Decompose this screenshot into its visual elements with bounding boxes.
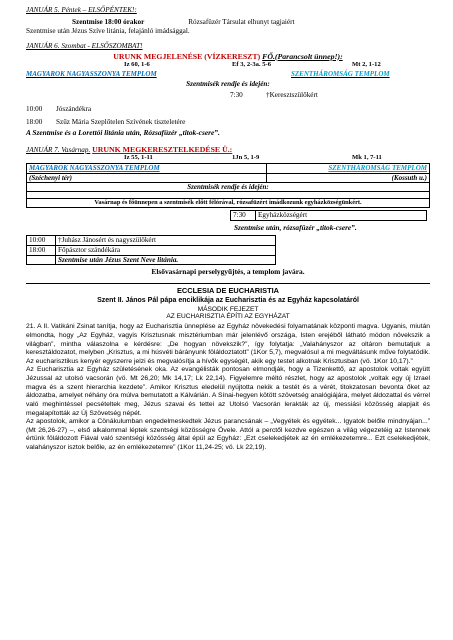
jan7-order-title: Szentmisék rendje és idején:: [27, 182, 430, 191]
jan7-right-time: 7:30: [230, 210, 256, 221]
jan5-mass-row: [26, 18, 430, 27]
jan6-feast-note: FŐ.(Parancsolt ünnep!):: [262, 51, 343, 61]
article-title: ECCLESIA DE EUCHARISTIA: [177, 286, 279, 296]
jan7-header: JANUÁR 7. Vasárnap.: [26, 145, 91, 154]
jan7-address-left: (Széchenyi tér): [27, 173, 267, 182]
jan5-mass: Szentmise 18:00 órakor: [72, 17, 145, 26]
jan7-left-text-2: Főpásztor szándékára: [56, 246, 276, 256]
jan6-left-text-2: Szűz Mária Szeplőtelen Szívének tiszteletére: [56, 118, 186, 127]
jan7-left-time-1: 10:00: [27, 236, 56, 246]
jan7-church-left: MAGYAROK NAGYASSZONYA TEMPLOM: [27, 164, 267, 173]
jan7-address-right: (Kossuth u.): [267, 173, 430, 182]
jan7-readings: [26, 154, 430, 162]
jan7-feast: URUNK MEGKERESZTELKEDÉSE Ü.:: [92, 144, 233, 154]
jan6-left-time-1: 10:00: [26, 105, 43, 114]
jan6-reading-2: Ef 3, 2-3a. 5-6: [232, 60, 272, 68]
jan6-feast: URUNK MEGJELENÉSE (VÍZKERESZT): [113, 51, 261, 61]
jan7-collection: Elsővasárnapi perselygyűjtés, a templom javára.: [151, 267, 305, 277]
jan5-header: JANUÁR 5. Péntek – ELSŐPÉNTEK!:: [26, 6, 137, 14]
jan6-left-time-2: 18:00: [26, 118, 43, 127]
article-paragraph-1: 21. A II. Vatikáni Zsinat tanítja, hogy az Eucharisztia ünneplése az Egyház növekedési folyamatának központi magva. Ugyanis, miután elmondta, hogy „Az Egyház, vagyis Krisztusnak misztériumban már jelenlévő országa, Isten erejéből látható módon növekszik a világban”, mintha válaszolna e kérdésre: „De hogyan növekszik?”, így folytatja: „Valahányszor az oltáron bemutatjuk a keresztáldozatot, melyben „Krisztus, a mi húsvéti bárányunk föláldoztatott” (1Kor 5,7), megvalósul a mi megváltásunk műve folytatódik. Az eucharisztikus kenyér egyszerre jelzi és megvalósítja a hívők egységét, akik egy testet alkotnak Krisztusban (vö. 1Kor 10,17).”: [26, 323, 430, 365]
jan6-readings: [26, 61, 430, 69]
jan6-churches: [26, 70, 430, 78]
article-paragraph-2: Az Eucharisztia az Egyház születésének oka. Az evangélisták pontosan elmondják, hogy a Tizenkettő, az apostolok voltak együtt Jézussal az utolsó vacsorán (vö. Mt 26,20; Mk 14,17; Lk 22,14). Figyelemre méltó részlet, hogy az apostolok „voltak egy új Izrael magva és a szent hierarchia kezdete”. Amikor Krisztus eledelül nyújtotta nekik a testét és a vérét, titokzatosan bevonta őket az áldozatba, amelyet néhány óra múlva bemutatott a Kálvárián. A Sínai-hegyen kötött szövetség analógiájára, melyet áldozattal és vérrel való meghintéssel pecsételtek meg, Jézus szavai és tettei az Utolsó Vacsorán lerakták az új, messiási közösség alapjait és megalapították az Új Szövetség népét.: [26, 366, 430, 417]
jan6-reading-1: Iz 60, 1-6: [124, 60, 150, 68]
jan6-right-mass: [26, 91, 430, 100]
jan6-left-mass-2: [26, 118, 430, 127]
jan7-church-right: SZENTHÁROMSÁG TEMPLOM: [267, 164, 430, 173]
article-paragraph-3: Az apostolok, amikor a Cönákulumban engedelmeskedtek Jézus parancsának – „Vegyétek és egyétek... Igyatok belőle mindnyájan...” (Mt 26,26-27) –, első alkalommal léptek szentségi közösségre Övele. Attól a perctől kezdve egészen a világ végezetéig az Istennek értünk föláldozott Fiával való szentségi közösség által épül az Egyház: „Ezt cselekedjétek az én emlékezetemre... Ezt cselekedjétek, valahányszor isztok belőle, az én emlékezetemre” (1Kor 11,24-25; vö. Lk 22,19).: [26, 418, 430, 452]
jan6-feast-row: [26, 52, 430, 61]
jan7-header-row: [26, 145, 430, 155]
jan7-right-mass: [26, 210, 430, 221]
jan5-mass-note: Rózsafüzér Társulat elhunyt tagjaiért: [188, 17, 295, 26]
jan6-church-left: MAGYAROK NAGYASSZONYA TEMPLOM: [26, 69, 157, 78]
jan6-header: JANUÁR 6. Szombat - ELSŐSZOMBAT!: [26, 41, 143, 50]
jan5-after: Szentmise után Jézus Szíve litánia, felajánló imádsággal.: [26, 27, 190, 36]
jan6-church-right: SZENTHÁROMSÁG TEMPLOM: [291, 69, 390, 78]
jan7-right-intention: Egyházközségért: [256, 210, 427, 221]
article-chapter-title: AZ EUCHARISZTIA ÉPÍTI AZ EGYHÁZAT: [166, 313, 290, 321]
jan7-table: [26, 163, 430, 208]
jan6-right-time: 7:30: [230, 90, 243, 99]
article-subtitle: Szent II. János Pál pápa enciklikája az Eucharisztia és az Egyház kapcsolatáról: [97, 297, 359, 305]
jan6-right-intention: †Keresztszülőkért: [266, 90, 318, 99]
jan7-right-after: Szentmise után, rózsafüzér „titok-csere”.: [234, 222, 357, 232]
jan6-reading-3: Mt 2, 1-12: [352, 60, 381, 68]
jan7-reading-2: 1Jn 5, 1-9: [232, 154, 260, 162]
jan6-after: A Szentmise és a Lorettói litánia után, Rózsafüzér „titok-csere”.: [26, 127, 220, 137]
jan7-left-text-1: †Juhász Jánosért és nagyszülőkért: [56, 236, 276, 246]
jan7-reading-3: Mk 1, 7-11: [352, 154, 382, 162]
bulletin-page: [26, 6, 430, 453]
jan6-left-text-1: Jószándékra: [56, 105, 92, 114]
jan7-left-time-2: 18:00: [27, 246, 56, 256]
jan6-order-title: Szentmisék rendje és idején:: [186, 80, 270, 89]
jan7-reading-1: Iz 55, 1-11: [124, 154, 153, 162]
jan7-left-table: [26, 235, 276, 265]
jan7-adoration: Vasárnap és főünnepen a szentmisék előtt félórával, rózsafüzért imádkozunk egyházközségünkért.: [27, 199, 430, 208]
article-chapter: MÁSODIK FEJEZET: [197, 305, 259, 313]
article: [26, 283, 430, 452]
jan7-spacer: [27, 192, 430, 199]
jan7-left-after: Szentmise után Jézus Szent Neve litánia.: [56, 255, 276, 265]
jan6-left-mass-1: [26, 105, 430, 114]
